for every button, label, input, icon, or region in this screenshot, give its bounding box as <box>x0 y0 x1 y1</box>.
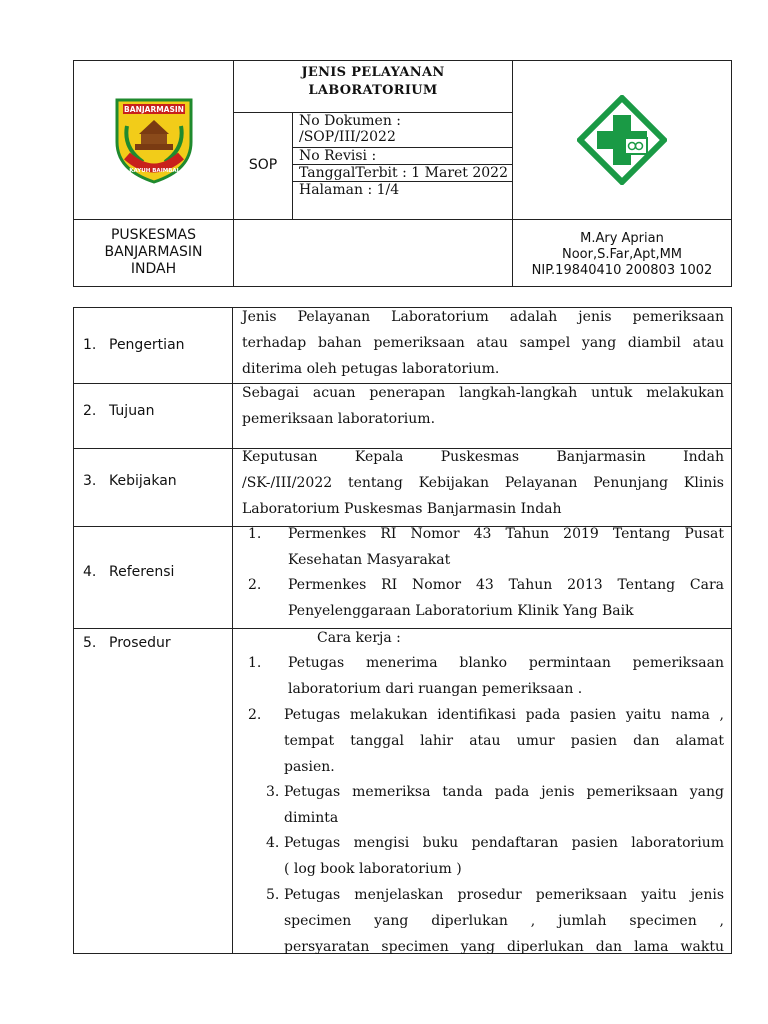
section-number: 5. <box>83 635 97 651</box>
no-revisi: No Revisi : <box>299 148 377 164</box>
text-line: Kesehatan Masyarakat <box>288 552 451 568</box>
text-line: Penyelenggaraan Laboratorium Klinik Yang Baik <box>288 603 634 619</box>
sop-label: SOP <box>248 157 278 173</box>
text-line: persyaratan specimen yang diperlukan dan lama waktu <box>284 939 724 955</box>
item-number: 5. <box>266 887 280 903</box>
section-number: 3. <box>83 473 97 489</box>
text-line: Jenis Pelayanan Laboratorium adalah jenis pemeriksaan <box>242 309 724 325</box>
text-line: Petugas menerima blanko permintaan pemeriksaan <box>288 655 724 671</box>
text-line: diterima oleh petugas laboratorium. <box>242 361 500 377</box>
item-number: 3. <box>266 784 280 800</box>
text-line: Petugas memeriksa tanda pada jenis pemeriksaan yang <box>284 784 724 800</box>
section-title: Referensi <box>109 564 175 580</box>
text-line: tempat tanggal lahir atau umur pasien dan alamat <box>284 733 724 749</box>
org-line-2: BANJARMASIN <box>104 244 203 260</box>
text-line: Laboratorium Puskesmas Banjarmasin Indah <box>242 501 562 517</box>
signatory <box>513 231 731 279</box>
text-line: Petugas menjelaskan prosedur pemeriksaan yaitu jenis <box>284 887 724 903</box>
title-line-1: JENIS PELAYANAN <box>301 65 445 80</box>
text-line: Permenkes RI Nomor 43 Tahun 2013 Tentang Cara <box>288 577 724 593</box>
org-line-1: PUSKESMAS <box>110 227 197 243</box>
halaman: Halaman : 1/4 <box>299 182 400 198</box>
sop-header-table <box>73 60 732 287</box>
text-line: /SK-/III/2022 tentang Kebijakan Pelayanan Penunjang Klinis <box>242 475 724 491</box>
crest-top-text: BANJARMASIN <box>123 105 184 114</box>
referensi-item <box>248 572 724 624</box>
text-line: terhadap bahan pemeriksaan atau sampel yang diambil atau <box>242 335 724 351</box>
section-title: Kebijakan <box>109 473 177 489</box>
tanggal-terbit: TanggalTerbit : 1 Maret 2022 <box>299 165 508 181</box>
item-number: 1. <box>248 526 262 542</box>
referensi-item <box>248 521 724 573</box>
section-label-prosedur <box>83 635 171 651</box>
item-number: 2. <box>248 707 262 723</box>
text-line: laboratorium dari ruangan pemeriksaan . <box>288 681 583 697</box>
no-dokumen-value: /SOP/III/2022 <box>299 129 396 145</box>
signatory-nip: NIP.19840410 200803 1002 <box>531 263 713 278</box>
text-line: Sebagai acuan penerapan langkah-langkah untuk melakukan <box>242 385 724 401</box>
sop-content-table <box>73 307 732 954</box>
section-number: 1. <box>83 337 97 353</box>
section-title: Prosedur <box>109 635 171 651</box>
section-number: 2. <box>83 403 97 419</box>
item-number: 1. <box>248 655 262 671</box>
text-line: pasien. <box>284 759 335 775</box>
section-number: 4. <box>83 564 97 580</box>
section-text-pengertian <box>242 304 724 382</box>
text-line: Cara kerja : <box>317 630 401 646</box>
section-text-kebijakan <box>242 444 724 522</box>
section-title: Pengertian <box>109 337 185 353</box>
text-line: pemeriksaan laboratorium. <box>242 411 436 427</box>
puskesmas-logo <box>513 61 731 219</box>
text-line: diminta <box>284 810 339 826</box>
signatory-name-line-1: M.Ary Aprian <box>580 231 664 246</box>
text-line: ( log book laboratorium ) <box>284 861 462 877</box>
title-line-2: LABORATORIUM <box>308 83 438 98</box>
org-line-3: INDAH <box>130 261 177 277</box>
text-line: Keputusan Kepala Puskesmas Banjarmasin Indah <box>242 449 724 465</box>
section-title: Tujuan <box>109 403 155 419</box>
no-dokumen-label: No Dokumen : <box>299 113 402 129</box>
organization-name <box>74 227 233 278</box>
section-label-tujuan <box>83 403 155 419</box>
banjarmasin-crest-logo <box>74 61 233 219</box>
text-line: Petugas melakukan identifikasi pada pasien yaitu nama , <box>284 707 724 723</box>
text-line: Permenkes RI Nomor 43 Tahun 2019 Tentang Pusat <box>288 526 724 542</box>
section-label-referensi <box>83 564 174 580</box>
crest-motto-text: KAYUH BAIMBAI <box>128 168 179 174</box>
section-label-pengertian <box>83 337 185 353</box>
section-text-tujuan <box>242 380 724 432</box>
document-title <box>234 61 512 113</box>
text-line: specimen yang diperlukan , jumlah specimen , <box>284 913 724 929</box>
signatory-name-line-2: Noor,S.Far,Apt,MM <box>561 247 683 262</box>
item-number: 2. <box>248 577 262 593</box>
prosedur-intro <box>317 625 617 651</box>
text-line: Petugas mengisi buku pendaftaran pasien laboratorium <box>284 835 724 851</box>
item-number: 4. <box>266 835 280 851</box>
section-label-kebijakan <box>83 473 177 489</box>
